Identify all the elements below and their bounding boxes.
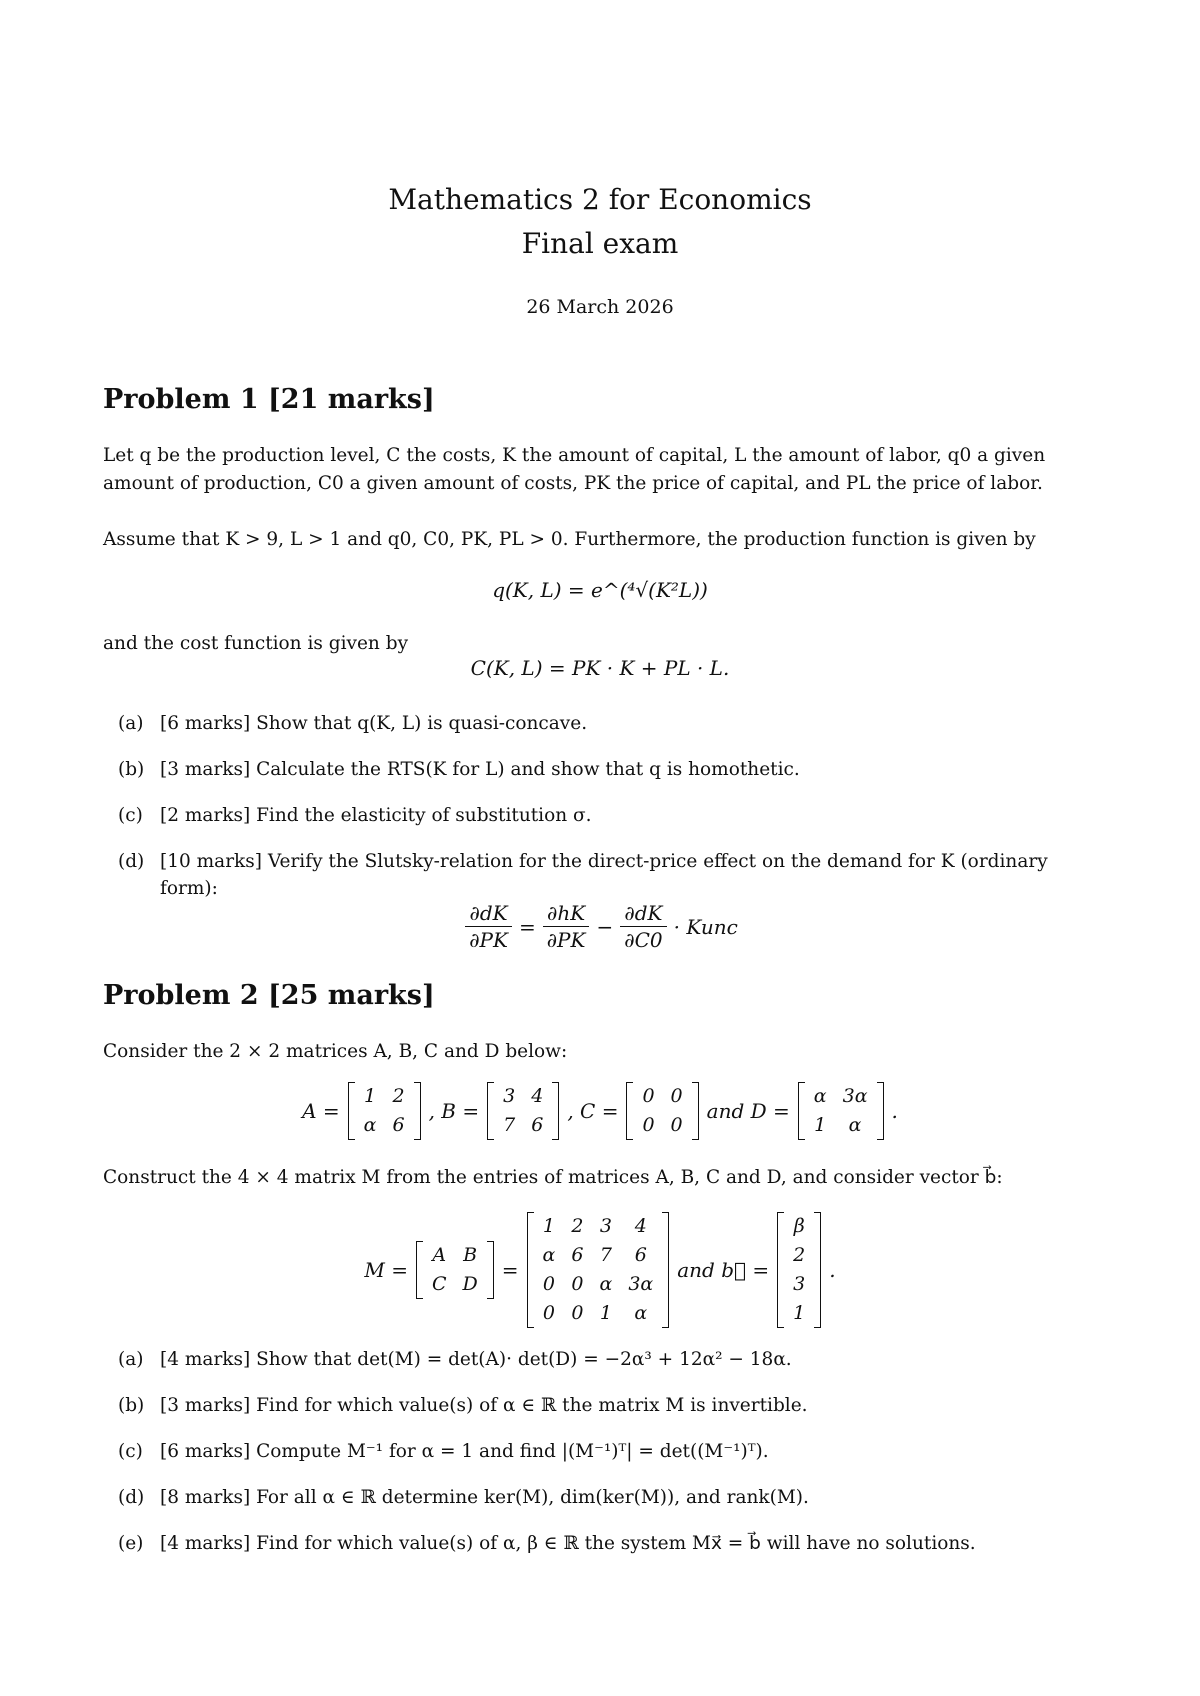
matrix-entry: 7 [599, 1244, 612, 1266]
part-label: (e) [118, 1533, 144, 1554]
problem2-part-b [118, 1392, 1098, 1419]
period: . [891, 1099, 898, 1123]
matrix-entry: 3 [503, 1085, 516, 1107]
matrix-d [798, 1082, 884, 1140]
slutsky-rhs-term1: $\frac{\partial hK}{\partial PK}$ [543, 900, 590, 953]
problem2-intro: Consider the 2 × 2 matrices A, B, C and D below: [103, 1041, 568, 1062]
part-text: [4 marks] Show that det(M) = det(A)· det(D) = −2α³ + 12α² − 18α. [160, 1349, 792, 1370]
part-label: (c) [118, 1441, 143, 1462]
matrix-entry: 0 [542, 1302, 556, 1324]
part-text: [3 marks] Find for which value(s) of α ∈ ℝ the matrix M is invertible. [160, 1395, 808, 1416]
matrix-entry: 3 [793, 1273, 806, 1295]
matrix-entry: 1 [542, 1215, 556, 1237]
matrix-m-and-b [0, 1212, 1200, 1328]
matrix-a-label: A = [302, 1099, 340, 1123]
matrix-entry: 0 [670, 1085, 683, 1107]
part-text: [6 marks] Compute M⁻¹ for α = 1 and find |(M⁻¹)ᵀ| = det((M⁻¹)ᵀ). [160, 1441, 769, 1462]
equals: = [501, 1258, 519, 1282]
part-text: [2 marks] Find the elasticity of substitution σ. [160, 805, 592, 826]
matrix-m-label: M = [364, 1258, 408, 1282]
matrix-entry: 1 [814, 1114, 827, 1136]
matrix-entry: 4 [634, 1215, 647, 1237]
matrix-entry: 3α [628, 1273, 654, 1295]
part-label: (b) [118, 759, 145, 780]
problem2-part-d [118, 1484, 1098, 1511]
problem2-part-a [118, 1346, 1098, 1373]
problem2-part-e [118, 1530, 1098, 1557]
matrix-entry: 2 [793, 1244, 806, 1266]
matrix-entry: 6 [392, 1114, 405, 1136]
matrix-d-label: and D = [706, 1099, 790, 1123]
problem2-heading: Problem 2 [25 marks] [103, 980, 435, 1011]
matrix-entry: 0 [642, 1114, 655, 1136]
matrix-entry: D [462, 1273, 478, 1295]
exam-date: 26 March 2026 [526, 296, 674, 318]
part-label: (c) [118, 805, 143, 826]
matrix-entry: α [363, 1114, 377, 1136]
part-label: (d) [118, 851, 145, 872]
matrix-entry: 7 [503, 1114, 516, 1136]
vector-b [777, 1212, 821, 1328]
cost-intro: and the cost function is given by [103, 633, 409, 654]
part-text: [8 marks] For all α ∈ ℝ determine ker(M), dim(ker(M)), and rank(M). [160, 1487, 809, 1508]
problem1-part-d [118, 848, 1098, 902]
part-text: [6 marks] Show that q(K, L) is quasi-concave. [160, 713, 588, 734]
part-text: [10 marks] Verify the Slutsky-relation for the direct-price effect on the demand for K (ordinary form): [160, 851, 1048, 899]
matrix-c-label: , C = [567, 1099, 619, 1123]
part-text: [4 marks] Find for which value(s) of α, β ∈ ℝ the system Mx⃗ = b⃗ will have no solutions. [160, 1533, 976, 1554]
matrix-entry: 1 [793, 1302, 806, 1324]
exam-title: Mathematics 2 for Economics [388, 183, 812, 216]
matrix-entry: 0 [642, 1085, 655, 1107]
matrix-entry: α [542, 1244, 556, 1266]
matrix-b-label: , B = [428, 1099, 480, 1123]
matrix-entry: 1 [364, 1085, 377, 1107]
exam-subtitle: Final exam [521, 227, 679, 260]
slutsky-rhs-term2: $\frac{\partial dK}{\partial C0}$ [620, 900, 666, 953]
matrix-entry: 4 [531, 1085, 544, 1107]
slutsky-tail: · Kunc [673, 914, 738, 939]
matrix-entry: 0 [542, 1273, 556, 1295]
problem1-assumption: Assume that K > 9, L > 1 and q0, C0, PK, PL > 0. Furthermore, the production function is given by [103, 529, 1036, 550]
part-text: [3 marks] Calculate the RTS(K for L) and show that q is homothetic. [160, 759, 800, 780]
matrix-entry: β [793, 1215, 805, 1237]
matrices-abcd [0, 1082, 1200, 1140]
matrix-entry: α [634, 1302, 648, 1324]
matrix-entry: 0 [571, 1273, 584, 1295]
period: . [829, 1258, 836, 1282]
matrix-entry: α [848, 1114, 862, 1136]
problem1-part-b [118, 756, 1098, 783]
matrix-m [527, 1212, 670, 1328]
title-block [0, 178, 1200, 318]
production-function: q(K, L) = e^(⁴√(K²L)) [492, 578, 708, 602]
matrix-entry: α [599, 1273, 613, 1295]
matrix-entry: C [432, 1273, 447, 1295]
matrix-entry: 3α [842, 1085, 868, 1107]
slutsky-lhs: $\frac{\partial dK}{\partial PK}$ [465, 900, 512, 953]
matrix-entry: α [813, 1085, 827, 1107]
matrix-c [626, 1082, 698, 1140]
part-label: (b) [118, 1395, 145, 1416]
matrix-entry: B [463, 1244, 478, 1266]
matrix-entry: 3 [599, 1215, 612, 1237]
matrix-b [487, 1082, 559, 1140]
problem1-intro: Let q be the production level, C the costs, K the amount of capital, L the amount of labor, q0 a given amount of production, C0 a given amount of costs, PK the price of capital, and PL the price of labor. [103, 445, 1046, 494]
construct-text: Construct the 4 × 4 matrix M from the entries of matrices A, B, C and D, and consider vector b⃗: [103, 1167, 1003, 1188]
matrix-entry: 6 [571, 1244, 584, 1266]
matrix-entry: 2 [392, 1085, 405, 1107]
part-label: (a) [118, 713, 144, 734]
matrix-entry: 2 [571, 1215, 584, 1237]
matrix-entry: 6 [531, 1114, 544, 1136]
matrix-a [348, 1082, 421, 1140]
matrix-entry: 0 [571, 1302, 584, 1324]
problem1-heading: Problem 1 [21 marks] [103, 384, 435, 415]
matrix-entry: 1 [599, 1302, 612, 1324]
problem1-part-a [118, 710, 1098, 737]
problem2-part-c [118, 1438, 1098, 1465]
slutsky-equation: $\frac{\partial dK}{\partial PK}$ = $\frac{\partial hK}{\partial PK}$ − $\frac{\partial dK}{\partial C0}$ · Kunc [0, 900, 1200, 953]
matrix-m-blocks [416, 1241, 494, 1299]
problem1-part-c [118, 802, 1098, 829]
vector-b-label: and b⃗ = [677, 1258, 770, 1282]
matrix-entry: 6 [634, 1244, 647, 1266]
matrix-entry: A [432, 1244, 447, 1266]
part-label: (d) [118, 1487, 145, 1508]
part-label: (a) [118, 1349, 144, 1370]
matrix-entry: 0 [670, 1114, 683, 1136]
cost-function: C(K, L) = PK · K + PL · L. [470, 656, 730, 680]
